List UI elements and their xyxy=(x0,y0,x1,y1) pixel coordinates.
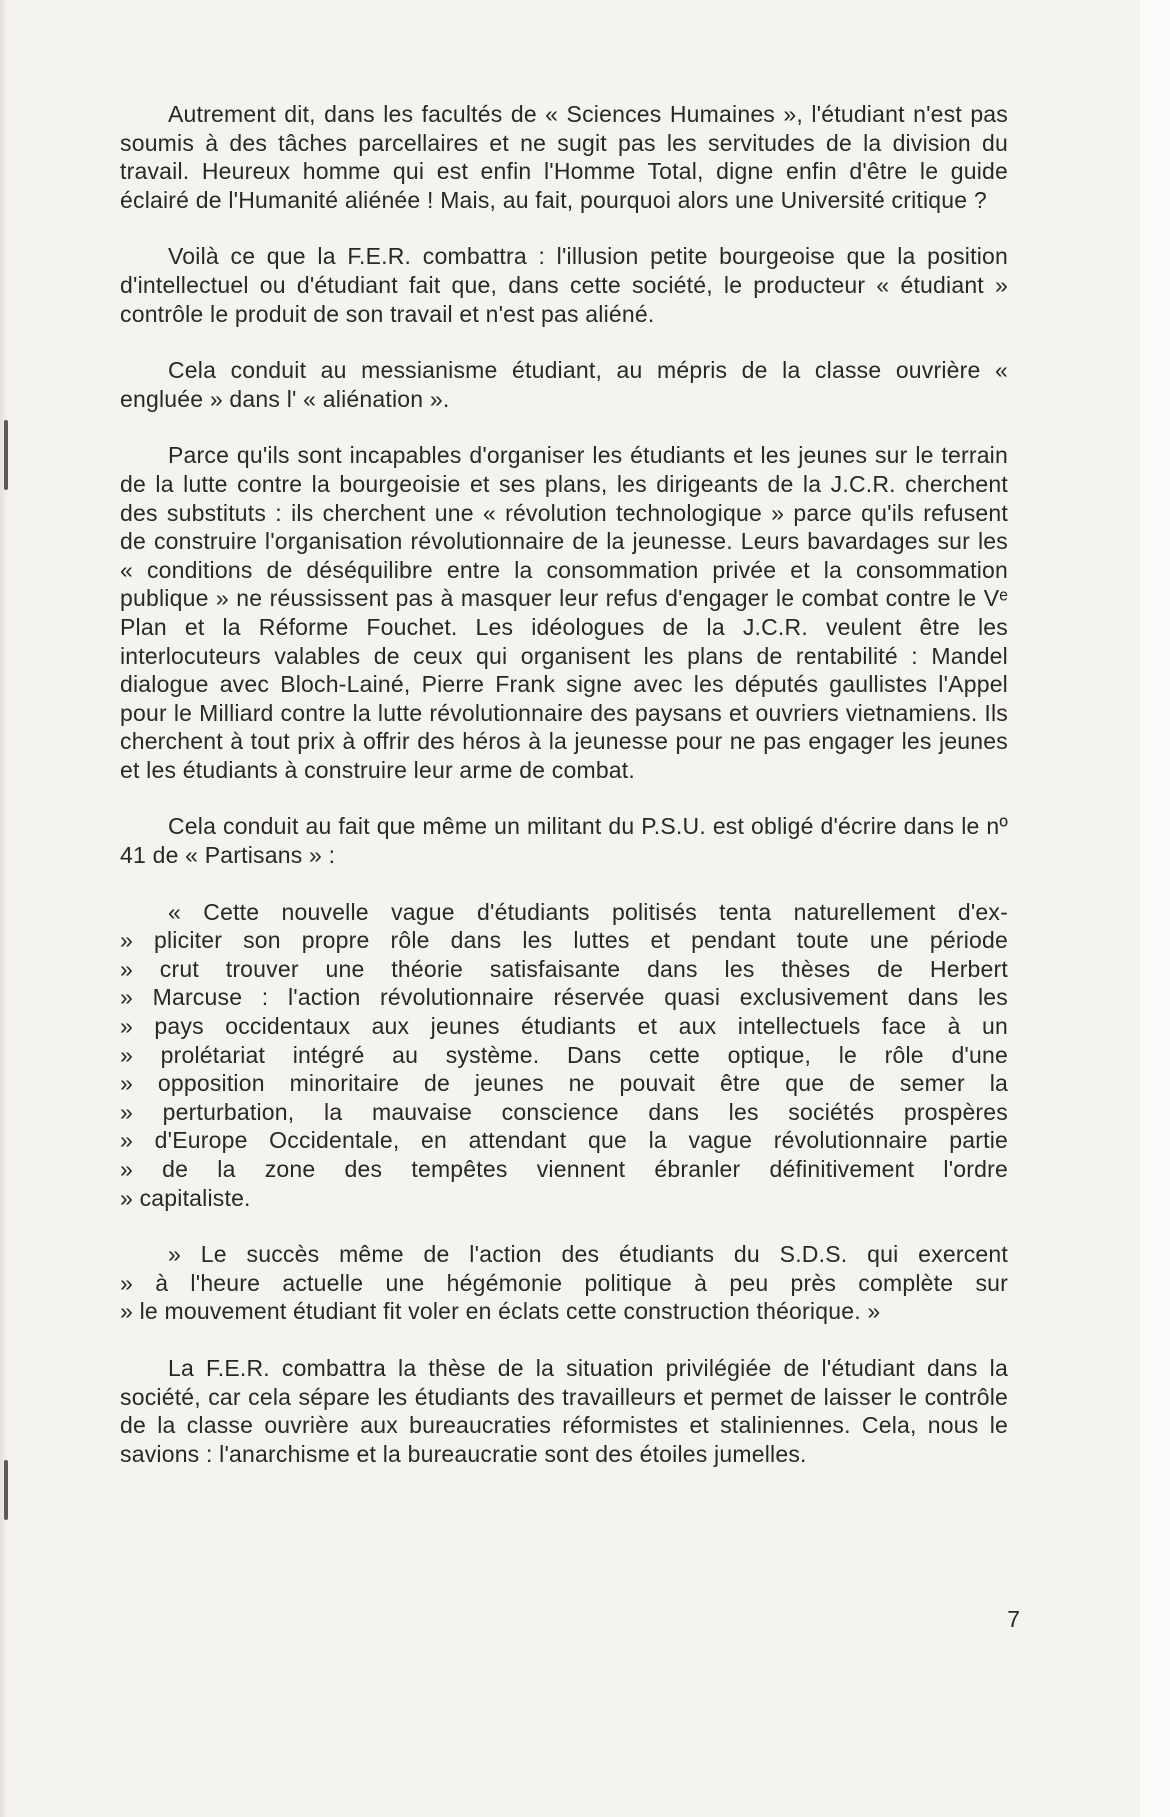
quote-line: » crut trouver une théorie satisfaisante dans les thèses de Herbert xyxy=(120,955,1008,982)
quote-line: « Cette nouvelle vague d'étudiants politisés tenta naturellement d'ex- xyxy=(168,898,1008,925)
quote-line: » Le succès même de l'action des étudiants du S.D.S. qui exercent xyxy=(168,1241,1008,1268)
quote-line: » de la zone des tempêtes viennent ébranler définitivement l'ordre xyxy=(120,1156,1008,1182)
page-number: 7 xyxy=(1007,1606,1020,1632)
binding-mark xyxy=(4,1460,8,1520)
quote-line: » le mouvement étudiant fit voler en éclats cette construction théorique. » xyxy=(120,1298,881,1325)
quote-line: » capitaliste. xyxy=(120,1184,251,1211)
quote-line: » opposition minoritaire de jeunes ne pouvait être que de semer la xyxy=(120,1070,1008,1097)
paragraph: Autrement dit, dans les facultés de « Sciences Humaines », l'étudiant n'est pas soumis à des tâches parcellaires et ne sugit pas les servitudes de la division du travail. Heureux homme qui est enfin l'Homme Total, digne enfin d'être le guide éclairé de l'Humanité aliénée ! Mais, au fait, pourquoi alors une Université critique ? xyxy=(120,101,1008,213)
quote-line: » à l'heure actuelle une hégémonie politique à peu près complète sur xyxy=(120,1269,1008,1296)
quote-line: » Marcuse : l'action révolutionnaire réservée quasi exclusivement dans les xyxy=(120,984,1008,1011)
quote-line: » pays occidentaux aux jeunes étudiants et aux intellectuels face à un xyxy=(120,1013,1008,1040)
paragraph: Parce qu'ils sont incapables d'organiser les étudiants et les jeunes sur le terrain de la lutte contre la bourgeoisie et ses plans, les dirigeants de la J.C.R. cherchent des substituts : ils cherchent une « révolution technologique » parce qu'ils refusent de construire l'organisation révolutionnaire de la jeunesse. Leurs bavardages sur les « conditions de déséquilibre entre la consommation privée et la consommation publique » ne réussissent pas à masquer leur refus d'engager le combat contre le Vᵉ Plan et la Réforme Fouchet. Les idéologues de la J.C.R. veulent être les interlocuteurs valables de ceux qui organisent les plans de rentabilité : Mandel dialogue avec Bloch-Lainé, Pierre Frank signe avec les députés gaullistes l'Appel pour le Milliard contre la lutte révolutionnaire des paysans et ouvriers vietnamiens. Ils cherchent à tout prix à offrir des héros à la jeunesse pour ne pas engager les jeunes et les étudiants à construire leur arme de combat. xyxy=(120,442,1008,783)
binding-edge xyxy=(0,0,8,1817)
body-text xyxy=(120,100,1008,1496)
scan-margin xyxy=(1140,0,1170,1817)
quote-line: » prolétariat intégré au système. Dans cette optique, le rôle d'une xyxy=(120,1041,1008,1068)
binding-mark xyxy=(4,420,8,490)
paragraph: Voilà ce que la F.E.R. combattra : l'illusion petite bourgeoise que la position d'intellectuel ou d'étudiant fait que, dans cette société, le producteur « étudiant » contrôle le produit de son travail et n'est pas aliéné. xyxy=(120,243,1008,327)
quote-line: » perturbation, la mauvaise conscience dans les sociétés prospères xyxy=(120,1098,1008,1125)
quotation xyxy=(120,898,1008,1213)
paragraph: La F.E.R. combattra la thèse de la situation privilégiée de l'étudiant dans la société, car cela sépare les étudiants des travailleurs et permet de laisser le contrôle de la classe ouvrière aux bureaucraties réformistes et staliniennes. Cela, nous le savions : l'anarchisme et la bureaucratie sont des étoiles jumelles. xyxy=(120,1354,1008,1467)
quote-line: » d'Europe Occidentale, en attendant que la vague révolutionnaire partie xyxy=(120,1127,1008,1154)
quote-line: » pliciter son propre rôle dans les luttes et pendant toute une période xyxy=(120,927,1008,954)
paragraph: Cela conduit au messianisme étudiant, au mépris de la classe ouvrière « engluée » dans l' « aliénation ». xyxy=(120,357,1008,412)
quotation xyxy=(120,1240,1008,1326)
paragraph: Cela conduit au fait que même un militant du P.S.U. est obligé d'écrire dans le nº 41 de « Partisans » : xyxy=(120,813,1008,869)
